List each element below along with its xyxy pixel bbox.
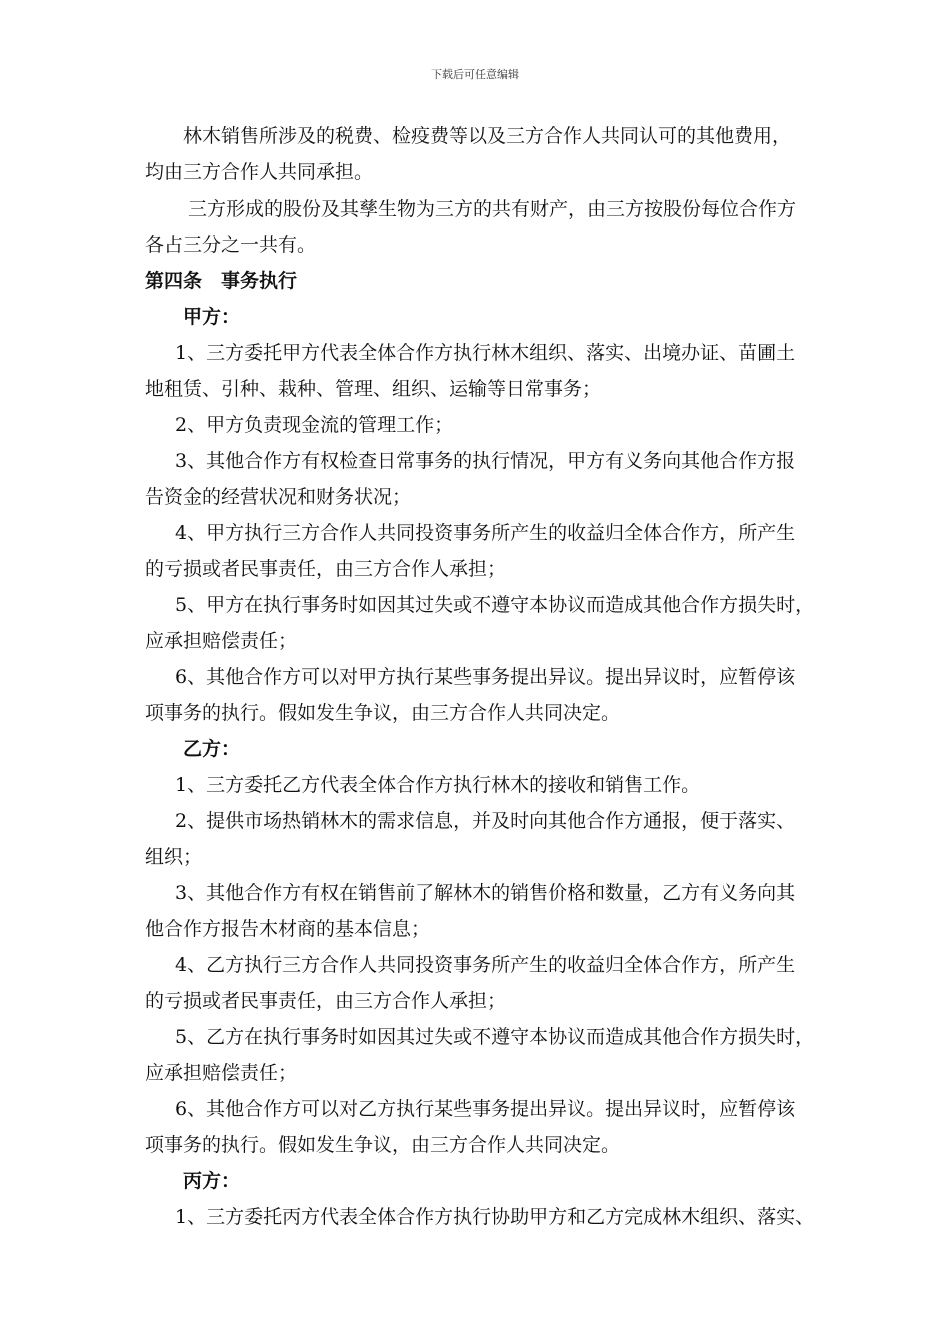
paragraph-line: 的亏损或者民事责任，由三方合作人承担； — [145, 558, 507, 580]
paragraph-line: 5、甲方在执行事务时如因其过失或不遵守本协议而造成其他合作方损失时， — [175, 594, 815, 616]
party-heading-yi: 乙方： — [183, 738, 241, 760]
paragraph-line: 3、其他合作方有权检查日常事务的执行情况，甲方有义务向其他合作方报 — [175, 450, 796, 472]
paragraph-line: 组织； — [145, 846, 203, 868]
paragraph-line: 应承担赔偿责任； — [145, 1062, 298, 1084]
paragraph-line: 各占三分之一共有。 — [145, 234, 317, 256]
paragraph-line: 2、甲方负责现金流的管理工作； — [175, 414, 454, 436]
paragraph-line: 2、提供市场热销林木的需求信息，并及时向其他合作方通报，便于落实、 — [175, 810, 796, 832]
paragraph-line: 6、其他合作方可以对乙方执行某些事务提出异议。提出异议时，应暂停该 — [175, 1098, 796, 1120]
paragraph-line: 项事务的执行。假如发生争议，由三方合作人共同决定。 — [145, 1134, 621, 1156]
paragraph-line: 3、其他合作方有权在销售前了解林木的销售价格和数量，乙方有义务向其 — [175, 882, 796, 904]
party-heading-bing: 丙方： — [183, 1170, 241, 1192]
paragraph-line: 4、甲方执行三方合作人共同投资事务所产生的收益归全体合作方，所产生 — [175, 522, 796, 544]
paragraph-line: 应承担赔偿责任； — [145, 630, 298, 652]
paragraph-line: 6、其他合作方可以对甲方执行某些事务提出异议。提出异议时，应暂停该 — [175, 666, 796, 688]
paragraph-line: 告资金的经营状况和财务状况； — [145, 486, 412, 508]
paragraph-line: 1、三方委托丙方代表全体合作方执行协助甲方和乙方完成林木组织、落实、 — [175, 1206, 815, 1228]
paragraph-line: 他合作方报告木材商的基本信息； — [145, 918, 431, 940]
paragraph-line: 的亏损或者民事责任，由三方合作人承担； — [145, 990, 507, 1012]
article-heading: 第四条 事务执行 — [145, 270, 298, 292]
page-header: 下载后可任意编辑 — [431, 68, 519, 81]
paragraph-line: 均由三方合作人共同承担。 — [145, 161, 374, 183]
paragraph-line: 5、乙方在执行事务时如因其过失或不遵守本协议而造成其他合作方损失时， — [175, 1026, 815, 1048]
paragraph-line: 1、三方委托乙方代表全体合作方执行林木的接收和销售工作。 — [175, 774, 701, 796]
paragraph-line: 4、乙方执行三方合作人共同投资事务所产生的收益归全体合作方，所产生 — [175, 954, 796, 976]
paragraph-line: 1、三方委托甲方代表全体合作方执行林木组织、落实、出境办证、苗圃土 — [175, 342, 796, 364]
paragraph-line: 三方形成的股份及其孳生物为三方的共有财产，由三方按股份每位合作方 — [188, 198, 797, 220]
paragraph-line: 地租赁、引种、栽种、管理、组织、运输等日常事务； — [145, 378, 602, 400]
paragraph-line: 林木销售所涉及的税费、检疫费等以及三方合作人共同认可的其他费用， — [183, 125, 792, 147]
party-heading-jia: 甲方： — [183, 306, 241, 328]
paragraph-line: 项事务的执行。假如发生争议，由三方合作人共同决定。 — [145, 702, 621, 724]
